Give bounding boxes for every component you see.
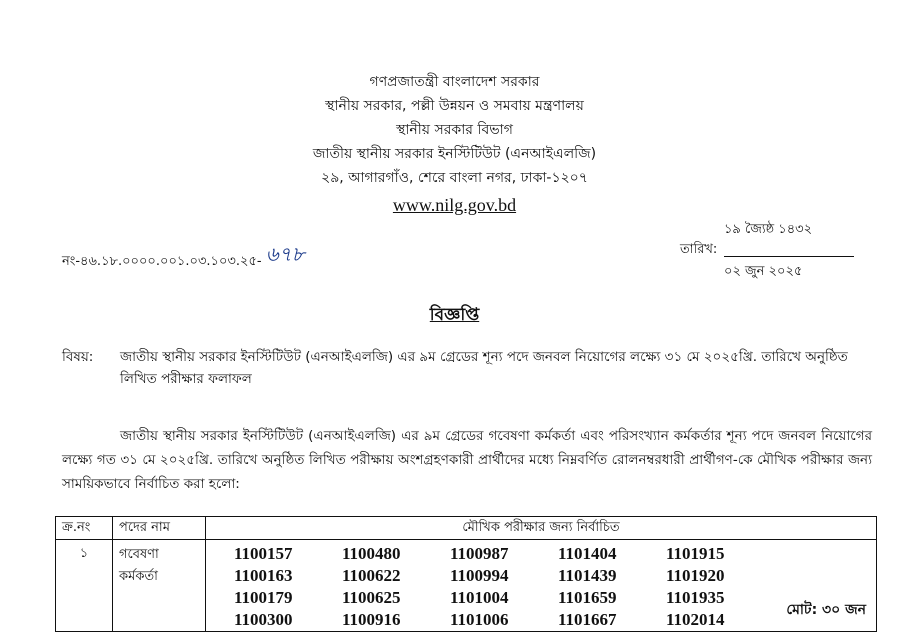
roll-number: 1100179 <box>234 588 293 607</box>
header-sl: ক্র.নং <box>56 517 113 540</box>
row-post <box>113 540 206 632</box>
memo-number-text: নং-৪৬.১৮.০০০০.০০১.০৩.১০৩.২৫- <box>62 254 262 269</box>
roll-number: 1100480 <box>342 544 401 563</box>
table-row <box>56 540 877 632</box>
government-name: গণপ্রজাতন্ত্রী বাংলাদেশ সরকার <box>369 74 540 90</box>
header-post: পদের নাম <box>113 517 206 540</box>
roll-number: 1101659 <box>558 588 617 607</box>
total-count: মোট: ৩০ জন <box>786 602 866 618</box>
roll-number: 1102014 <box>666 610 725 629</box>
roll-number-grid <box>212 540 870 631</box>
roll-number: 1100994 <box>450 566 509 585</box>
post-name-line2: কর্মকর্তা <box>119 569 158 584</box>
results-table <box>55 516 877 632</box>
date-bangla: ১৯ জ্যৈষ্ঠ ১৪৩২ <box>724 222 813 237</box>
memo-number <box>62 244 305 277</box>
header-selected: মৌখিক পরীক্ষার জন্য নির্বাচিত <box>206 517 877 540</box>
subject-label: বিষয়: <box>62 349 94 365</box>
ministry-name: স্থানীয় সরকার, পল্লী উন্নয়ন ও সমবায় মন্ত্রণালয় <box>325 98 584 114</box>
roll-number: 1100163 <box>234 566 293 585</box>
table-header-row <box>56 517 877 540</box>
roll-number: 1101915 <box>666 544 725 563</box>
letterhead <box>0 70 909 218</box>
row-selected-rolls <box>206 540 877 632</box>
row-sl: ১ <box>56 540 113 632</box>
roll-number: 1100625 <box>342 588 401 607</box>
subject-text: জাতীয় স্থানীয় সরকার ইনস্টিটিউট (এনআইএলজি) এর ৯ম গ্রেডের শূন্য পদে জনবল নিয়োগের লক্ষ্যে ৩১ মে ২০২৫খ্রি. তারিখে অনুষ্ঠিত লিখিত পরীক্ষার ফলাফল <box>120 349 848 387</box>
roll-number: 1101920 <box>666 566 725 585</box>
division-name: স্থানীয় সরকার বিভাগ <box>396 122 513 138</box>
notice-title: বিজ্ঞপ্তি <box>429 305 480 325</box>
body-paragraph: জাতীয় স্থানীয় সরকার ইনস্টিটিউট (এনআইএলজি) এর ৯ম গ্রেডের গবেষণা কর্মকর্তা এবং পরিসংখ্যান কর্মকর্তার শূন্য পদে জনবল নিয়োগের লক্ষ্যে গত ৩১ মে ২০২৫খ্রি. তারিখে অনুষ্ঠিত লিখিত পরীক্ষায় অংশগ্রহণকারী প্রার্থীদের মধ্যে নিম্নবর্ণিত রোলনম্বরধারী প্রার্থীগণ-কে মৌখিক পরীক্ষার জন্য সাময়িকভাবে নির্বাচিত করা হলো: <box>62 428 872 492</box>
roll-number: 1100157 <box>234 544 293 563</box>
roll-number: 1100987 <box>450 544 509 563</box>
roll-number: 1101004 <box>450 588 509 607</box>
institute-address: ২৯, আগারগাঁও, শেরে বাংলা নগর, ঢাকা-১২০৭ <box>321 170 588 186</box>
institute-name: জাতীয় স্থানীয় সরকার ইনস্টিটিউট (এনআইএলজি) <box>312 146 597 162</box>
roll-number: 1101439 <box>558 566 617 585</box>
roll-number: 1101935 <box>666 588 725 607</box>
website-link[interactable]: www.nilg.gov.bd <box>392 195 517 215</box>
roll-number: 1101006 <box>450 610 509 629</box>
date-english: ০২ জুন ২০২৫ <box>724 264 803 279</box>
date-divider <box>724 256 854 257</box>
roll-number: 1100300 <box>234 610 293 629</box>
post-name-line1: গবেষণা <box>119 547 159 562</box>
date-label: তারিখ: <box>680 242 718 257</box>
roll-number: 1101667 <box>558 610 617 629</box>
memo-handwritten-number: ৬৭৮ <box>265 242 305 266</box>
roll-number: 1100916 <box>342 610 401 629</box>
roll-number: 1101404 <box>558 544 617 563</box>
roll-number: 1100622 <box>342 566 401 585</box>
